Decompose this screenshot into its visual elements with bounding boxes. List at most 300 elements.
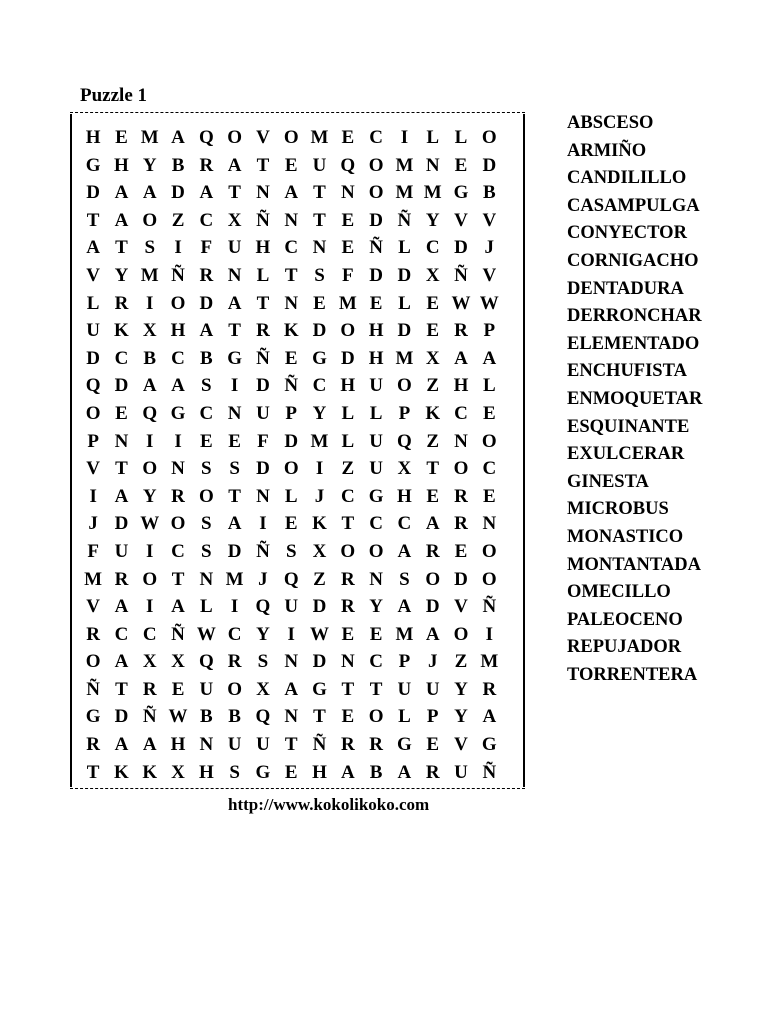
grid-row <box>79 152 503 180</box>
grid-cell: O <box>198 485 214 507</box>
grid-cell: I <box>400 127 409 148</box>
grid-cell: N <box>454 430 468 452</box>
grid-cell: D <box>454 237 468 259</box>
grid-cell: Q <box>198 127 214 148</box>
grid-cell: E <box>284 761 298 783</box>
grid-cell: Y <box>454 706 468 728</box>
grid-cell: D <box>227 540 242 562</box>
grid-cell: T <box>341 513 355 535</box>
grid-cell: I <box>259 513 267 535</box>
grid-cell: C <box>482 458 497 480</box>
grid-row <box>79 455 503 483</box>
grid-row <box>79 538 503 566</box>
grid-row <box>79 676 503 704</box>
grid-cell: D <box>86 347 101 369</box>
grid-cell: T <box>115 237 128 259</box>
grid-cell: Ñ <box>86 678 101 700</box>
word-list-item: EXULCERAR <box>567 444 685 465</box>
word-list-item: GINESTA <box>567 471 649 492</box>
grid-cell: O <box>397 375 412 397</box>
grid-cell: I <box>89 485 97 507</box>
grid-cell: D <box>369 264 383 286</box>
grid-cell: E <box>284 154 298 176</box>
grid-cell: A <box>199 320 214 342</box>
grid-cell: A <box>227 292 242 314</box>
grid-cell: S <box>229 761 240 783</box>
grid-cell: H <box>453 375 469 397</box>
grid-row <box>79 372 503 400</box>
grid-cell: S <box>257 651 269 673</box>
grid-cell: Y <box>256 623 270 645</box>
grid-cell: D <box>397 320 412 342</box>
grid-cell: M <box>423 182 442 204</box>
word-list <box>567 110 702 689</box>
word-list-item: CASAMPULGA <box>567 195 700 216</box>
grid-cell: C <box>369 651 383 673</box>
grid-row <box>79 510 503 538</box>
grid-cell: T <box>228 320 241 342</box>
grid-cell: D <box>171 182 185 204</box>
grid-cell: A <box>171 127 185 148</box>
grid-cell: O <box>85 651 101 673</box>
grid-cell: L <box>398 292 411 314</box>
grid-cell: M <box>338 292 357 314</box>
grid-cell: Y <box>312 402 327 424</box>
grid-cell: D <box>199 292 214 314</box>
grid-cell: D <box>86 182 101 204</box>
grid-cell: H <box>114 154 129 176</box>
grid-cell: O <box>481 568 497 590</box>
grid-cell: Ñ <box>397 209 412 231</box>
grid-cell: A <box>454 347 468 369</box>
word-list-item: ENMOQUETAR <box>567 388 703 409</box>
grid-cell: G <box>85 154 101 176</box>
grid-cell: L <box>86 292 100 314</box>
grid-cell: N <box>199 734 214 756</box>
grid-cell: U <box>425 678 440 700</box>
grid-cell: L <box>454 127 468 148</box>
grid-cell: W <box>479 292 499 314</box>
grid-cell: I <box>146 292 154 314</box>
grid-cell: T <box>228 182 241 204</box>
footer-url: http://www.kokolikoko.com <box>228 795 430 814</box>
grid-cell: B <box>228 706 241 728</box>
word-list-item: ABSCESO <box>567 113 654 133</box>
grid-cell: E <box>482 402 496 424</box>
grid-cell: N <box>284 706 299 728</box>
grid-cell: R <box>199 264 214 286</box>
grid-cell: Ñ <box>482 761 497 783</box>
grid-cell: N <box>199 568 214 590</box>
grid-cell: N <box>284 292 299 314</box>
grid-cell: A <box>114 651 129 673</box>
grid-row <box>79 179 503 207</box>
grid-cell: C <box>171 347 185 369</box>
grid-cell: I <box>485 623 493 645</box>
grid-cell: T <box>256 154 270 176</box>
grid-row <box>79 428 503 456</box>
grid-cell: J <box>258 568 268 590</box>
grid-cell: E <box>341 706 355 728</box>
grid-cell: E <box>369 623 383 645</box>
grid-cell: M <box>395 623 414 645</box>
grid-cell: C <box>114 347 129 369</box>
grid-cell: O <box>368 706 384 728</box>
frame-left-bar <box>70 114 72 787</box>
grid-cell: E <box>454 154 468 176</box>
grid-row <box>79 759 503 787</box>
grid-cell: K <box>425 402 441 424</box>
grid-cell: C <box>171 540 185 562</box>
grid-cell: Q <box>255 596 271 618</box>
grid-cell: Q <box>283 568 299 590</box>
grid-cell: N <box>312 237 327 259</box>
grid-cell: A <box>114 209 129 231</box>
grid-cell: H <box>85 127 101 148</box>
grid-cell: G <box>170 402 186 424</box>
grid-cell: R <box>227 651 242 673</box>
grid-cell: T <box>313 706 326 728</box>
grid-cell: D <box>114 513 129 535</box>
grid-cell: M <box>140 127 159 148</box>
grid-cell: A <box>142 375 157 397</box>
grid-row <box>79 124 503 152</box>
grid-cell: X <box>256 678 270 700</box>
grid-cell: U <box>397 678 412 700</box>
grid-cell: C <box>199 402 214 424</box>
grid-cell: B <box>199 347 213 369</box>
grid-cell: A <box>425 513 440 535</box>
grid-cell: V <box>86 458 101 480</box>
grid-cell: N <box>284 651 299 673</box>
grid-cell: Ñ <box>171 623 185 645</box>
grid-cell: R <box>454 485 468 507</box>
word-list-item: DERRONCHAR <box>567 306 702 327</box>
grid-cell: O <box>283 127 299 148</box>
grid-cell: E <box>369 292 383 314</box>
grid-cell: D <box>425 596 440 618</box>
grid-cell: X <box>171 651 185 673</box>
grid-cell: O <box>368 154 384 176</box>
grid-cell: Z <box>171 209 185 231</box>
grid-cell: D <box>284 430 299 452</box>
grid-cell: W <box>140 513 160 535</box>
grid-cell: R <box>454 513 468 535</box>
word-list-item: CANDILILLO <box>567 168 687 189</box>
grid-cell: A <box>425 623 440 645</box>
grid-row <box>79 317 503 345</box>
grid-cell: L <box>426 127 440 148</box>
grid-cell: Y <box>369 596 383 618</box>
grid-cell: E <box>115 402 128 424</box>
grid-cell: U <box>284 596 299 618</box>
grid-cell: O <box>340 540 356 562</box>
grid-cell: A <box>142 734 157 756</box>
grid-cell: S <box>201 458 212 480</box>
grid-cell: M <box>395 154 414 176</box>
grid-cell: R <box>425 761 440 783</box>
grid-cell: Q <box>198 651 214 673</box>
grid-cell: H <box>368 347 384 369</box>
grid-cell: L <box>398 237 411 259</box>
grid-cell: M <box>225 568 244 590</box>
grid-cell: X <box>142 651 157 673</box>
grid-cell: O <box>142 458 158 480</box>
grid-cell: E <box>228 430 241 452</box>
grid-row <box>79 621 503 649</box>
grid-cell: W <box>168 706 188 728</box>
grid-cell: O <box>170 292 186 314</box>
grid-cell: O <box>227 678 243 700</box>
grid-cell: E <box>284 347 298 369</box>
grid-cell: G <box>481 734 497 756</box>
frame-top-rule <box>70 112 525 113</box>
grid-cell: E <box>482 485 496 507</box>
grid-cell: O <box>368 182 384 204</box>
grid-cell: A <box>114 596 129 618</box>
grid-cell: F <box>200 237 213 259</box>
grid-cell: Ñ <box>284 375 299 397</box>
grid-cell: M <box>310 430 329 452</box>
grid-cell: R <box>256 320 270 342</box>
grid-cell: T <box>313 182 326 204</box>
grid-cell: C <box>454 402 468 424</box>
grid-cell: Q <box>142 402 158 424</box>
word-list-item: CORNIGACHO <box>567 250 699 271</box>
grid-cell: F <box>87 540 99 562</box>
grid-cell: C <box>425 237 440 259</box>
grid-cell: O <box>170 513 186 535</box>
grid-cell: V <box>86 596 101 618</box>
word-list-item: PALEOCENO <box>567 609 683 630</box>
grid-row <box>79 262 503 290</box>
grid-cell: C <box>312 375 327 397</box>
grid-cell: D <box>454 568 468 590</box>
grid-cell: T <box>256 292 270 314</box>
grid-cell: K <box>142 761 158 783</box>
grid-cell: S <box>144 237 156 259</box>
grid-row <box>79 400 503 428</box>
grid-cell: V <box>454 734 468 756</box>
grid-cell: S <box>314 264 325 286</box>
grid-cell: R <box>171 485 185 507</box>
grid-cell: E <box>341 127 355 148</box>
grid-cell: U <box>369 458 383 480</box>
grid-cell: N <box>340 651 355 673</box>
grid-cell: Y <box>454 678 468 700</box>
word-list-item: ELEMENTADO <box>567 333 700 354</box>
grid-cell: A <box>284 182 299 204</box>
grid-cell: J <box>314 485 325 507</box>
grid-cell: M <box>395 347 414 369</box>
grid-cell: Q <box>255 706 271 728</box>
grid-cell: T <box>115 458 128 480</box>
grid-cell: D <box>369 209 383 231</box>
grid-cell: O <box>481 540 497 562</box>
grid-cell: T <box>341 678 355 700</box>
grid-cell: T <box>86 761 100 783</box>
word-list-item: ENCHUFISTA <box>567 361 687 382</box>
word-list-item: DENTADURA <box>567 278 684 299</box>
grid-cell: I <box>174 237 182 259</box>
grid-cell: L <box>482 375 496 397</box>
grid-cell: E <box>426 485 440 507</box>
grid-cell: G <box>368 485 384 507</box>
grid-cell: R <box>86 623 101 645</box>
grid-cell: A <box>199 182 214 204</box>
grid-cell: G <box>255 761 271 783</box>
grid-cell: D <box>482 154 497 176</box>
grid-cell: P <box>398 402 411 424</box>
grid-cell: C <box>227 623 242 645</box>
grid-cell: X <box>425 264 440 286</box>
grid-cell: A <box>171 596 185 618</box>
grid-cell: H <box>312 761 327 783</box>
grid-row <box>79 593 503 621</box>
grid-cell: R <box>369 734 383 756</box>
grid-cell: O <box>425 568 441 590</box>
grid-row <box>79 731 503 759</box>
grid-cell: I <box>315 458 324 480</box>
grid-cell: B <box>171 154 185 176</box>
grid-cell: V <box>256 127 270 148</box>
grid-cell: T <box>284 734 298 756</box>
grid-cell: S <box>201 375 212 397</box>
grid-cell: D <box>256 458 270 480</box>
grid-cell: W <box>310 623 330 645</box>
grid-cell: V <box>482 209 497 231</box>
grid-cell: P <box>87 430 99 452</box>
grid-cell: A <box>114 485 129 507</box>
grid-cell: I <box>146 430 154 452</box>
grid-cell: Y <box>142 154 157 176</box>
grid-cell: U <box>227 734 242 756</box>
grid-cell: R <box>340 568 355 590</box>
grid-cell: S <box>201 540 212 562</box>
grid-cell: N <box>256 182 270 204</box>
grid-cell: N <box>482 513 497 535</box>
grid-cell: A <box>114 182 129 204</box>
grid-cell: G <box>312 678 327 700</box>
grid-cell: Ñ <box>482 596 497 618</box>
grid-cell: M <box>395 182 414 204</box>
grid-cell: A <box>114 734 129 756</box>
grid-cell: A <box>482 706 497 728</box>
grid-cell: P <box>285 402 298 424</box>
grid-cell: A <box>227 154 242 176</box>
grid-cell: I <box>287 623 295 645</box>
word-list-item: OMECILLO <box>567 582 671 603</box>
grid-cell: Z <box>426 430 440 452</box>
grid-cell: E <box>171 678 185 700</box>
grid-cell: Q <box>340 154 356 176</box>
grid-cell: W <box>451 292 471 314</box>
grid-cell: N <box>369 568 383 590</box>
grid-cell: O <box>368 540 384 562</box>
grid-cell: G <box>312 347 327 369</box>
grid-cell: N <box>284 209 299 231</box>
grid-cell: L <box>369 402 383 424</box>
grid-cell: I <box>146 540 154 562</box>
grid-cell: S <box>229 458 240 480</box>
puzzle-title: Puzzle 1 <box>80 85 148 106</box>
grid-cell: D <box>256 375 270 397</box>
grid-cell: L <box>284 485 298 507</box>
grid-cell: P <box>426 706 439 728</box>
grid-cell: H <box>368 320 384 342</box>
grid-cell: I <box>146 596 154 618</box>
word-list-item: CONYECTOR <box>567 223 687 244</box>
grid-cell: Q <box>397 430 412 452</box>
grid-cell: Y <box>114 264 129 286</box>
grid-cell: U <box>256 734 270 756</box>
grid-cell: C <box>114 623 129 645</box>
grid-cell: C <box>199 209 214 231</box>
grid-cell: Z <box>313 568 326 590</box>
grid-cell: A <box>397 540 412 562</box>
grid-cell: E <box>284 513 298 535</box>
letter-grid <box>79 124 503 786</box>
grid-cell: N <box>425 154 440 176</box>
grid-cell: M <box>480 651 499 673</box>
grid-cell: S <box>285 540 297 562</box>
grid-cell: D <box>114 375 129 397</box>
grid-cell: G <box>85 706 101 728</box>
grid-cell: T <box>369 678 383 700</box>
grid-cell: X <box>227 209 242 231</box>
grid-cell: R <box>340 734 355 756</box>
grid-cell: R <box>142 678 157 700</box>
grid-cell: Ñ <box>312 734 327 756</box>
grid-cell: E <box>313 292 326 314</box>
grid-row <box>79 345 503 373</box>
grid-cell: D <box>312 320 327 342</box>
grid-row <box>79 566 503 594</box>
grid-cell: F <box>257 430 269 452</box>
grid-cell: G <box>453 182 469 204</box>
grid-cell: A <box>397 761 412 783</box>
grid-cell: N <box>340 182 355 204</box>
grid-cell: Q <box>85 375 101 397</box>
frame-right-bar <box>523 114 525 787</box>
grid-cell: N <box>227 264 242 286</box>
grid-cell: A <box>227 513 242 535</box>
grid-cell: Ñ <box>256 209 270 231</box>
grid-cell: H <box>170 320 186 342</box>
grid-cell: G <box>227 347 243 369</box>
grid-cell: E <box>426 320 440 342</box>
grid-cell: D <box>312 651 327 673</box>
grid-cell: A <box>482 347 497 369</box>
grid-cell: H <box>397 485 412 507</box>
grid-cell: U <box>312 154 327 176</box>
grid-cell: A <box>142 182 157 204</box>
grid-cell: T <box>313 209 326 231</box>
grid-cell: X <box>142 320 157 342</box>
grid-cell: E <box>426 734 440 756</box>
grid-cell: O <box>283 458 299 480</box>
grid-cell: Ñ <box>171 264 185 286</box>
grid-cell: R <box>425 540 440 562</box>
grid-cell: O <box>142 568 158 590</box>
grid-cell: H <box>170 734 186 756</box>
grid-cell: Ñ <box>256 347 270 369</box>
grid-cell: T <box>284 264 298 286</box>
grid-cell: J <box>484 237 495 259</box>
grid-cell: E <box>341 623 355 645</box>
grid-cell: N <box>256 485 270 507</box>
grid-cell: U <box>86 320 101 342</box>
